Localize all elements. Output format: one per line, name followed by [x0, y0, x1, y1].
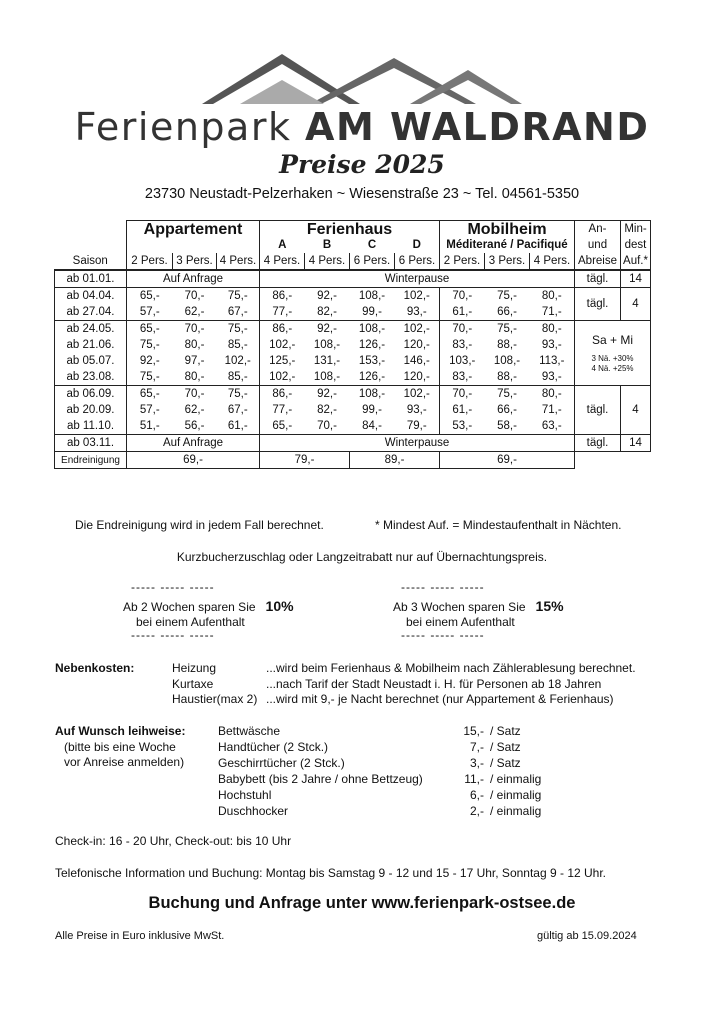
- roof-logo: [200, 50, 524, 106]
- table-row: [55, 418, 651, 435]
- price-cell: 102,-: [260, 369, 305, 386]
- winterpause: Winterpause: [260, 435, 575, 452]
- col-pers: 2 Pers.: [440, 253, 485, 270]
- price-cell: 80,-: [184, 370, 205, 383]
- rental-item-unit: / einmalig: [490, 772, 542, 786]
- arrival-days: Sa + Mi: [591, 332, 633, 347]
- price-cell: 102,-: [395, 288, 440, 305]
- price-cell: 71,-: [541, 305, 562, 318]
- price-cell: 75,-: [485, 288, 530, 305]
- neben-label: Heizung: [172, 661, 217, 675]
- price-cell: 92,-: [305, 288, 350, 305]
- table-row: [55, 321, 651, 338]
- table-row: [55, 353, 651, 369]
- price-cell: 62,-: [184, 305, 205, 318]
- min-stay-cell: 4: [621, 288, 651, 321]
- col-pers: 4 Pers.: [305, 253, 350, 270]
- discount-3w-sub: bei einem Aufenthalt: [406, 615, 515, 629]
- rental-item-unit: / Satz: [490, 724, 521, 738]
- checkin-info: Check-in: 16 - 20 Uhr, Check-out: bis 10 Uhr: [55, 834, 292, 848]
- price-cell: 102,-: [395, 386, 440, 403]
- price-cell: 70,-: [173, 386, 217, 403]
- neben-text: ...nach Tarif der Stadt Neustadt i. H. für Personen ab 18 Jahren: [266, 677, 602, 691]
- short-stay-surcharge: 4 Nä. +25%: [591, 363, 634, 373]
- rental-item-name: Geschirrtücher (2 Stck.): [218, 756, 345, 770]
- price-cell: 80,-: [530, 321, 575, 338]
- price-cell: 75,-: [217, 321, 260, 338]
- price-cell: 58,-: [497, 419, 517, 432]
- header-min: Min-: [621, 221, 651, 238]
- price-cell: 108,-: [493, 354, 521, 367]
- price-cell: 53,-: [440, 418, 485, 435]
- price-cell: 82,-: [317, 403, 337, 416]
- table-row: [55, 304, 651, 321]
- table-row: [55, 402, 651, 418]
- leihweise-title: Auf Wunsch leihweise:: [55, 724, 186, 738]
- price-cell: 70,-: [173, 288, 217, 305]
- price-cell: 71,-: [541, 403, 562, 416]
- col-pers: 6 Pers.: [350, 253, 395, 270]
- season-cell: ab 05.07.: [55, 353, 127, 369]
- col-pers: 6 Pers.: [395, 253, 440, 270]
- rental-item-price: 15,-: [463, 724, 484, 738]
- price-cell: 75,-: [485, 321, 530, 338]
- booking-link: Buchung und Anfrage unter www.ferienpark-ostsee.de: [148, 894, 576, 912]
- neben-text: ...wird mit 9,- je Nacht berechnet (nur Appartement & Ferienhaus): [266, 692, 614, 706]
- endreinigung-value: 69,-: [127, 452, 260, 469]
- telefon-info: Telefonische Information und Buchung: Montag bis Samstag 9 - 12 und 15 - 17 Uhr, Sonntag 9 - 12 Uhr.: [55, 866, 607, 880]
- arrival-cell: tägl.: [575, 288, 621, 321]
- house-b: B: [322, 238, 332, 251]
- price-cell: 146,-: [403, 354, 430, 367]
- price-cell: 85,-: [227, 338, 248, 351]
- price-cell: 83,-: [440, 337, 485, 353]
- price-cell: 65,-: [260, 418, 305, 435]
- endreinigung-note: Die Endreinigung wird in jedem Fall berechnet.: [75, 518, 324, 532]
- leihweise-hint: (bitte bis eine Woche: [64, 740, 176, 754]
- price-cell: 93,-: [541, 338, 562, 351]
- short-stay-surcharge: 3 Nä. +30%: [591, 353, 634, 363]
- arrival-rule-cell: [575, 321, 651, 386]
- dash-line: ----- ----- -----: [401, 628, 485, 642]
- price-cell: 75,-: [217, 288, 260, 305]
- rental-item-price: 2,-: [469, 804, 484, 818]
- rental-item-name: Handtücher (2 Stck.): [218, 740, 329, 754]
- price-cell: 99,-: [362, 305, 382, 318]
- price-cell: 131,-: [313, 354, 341, 367]
- winterpause: Winterpause: [260, 270, 575, 288]
- price-cell: 126,-: [358, 370, 386, 383]
- rental-item-price: 6,-: [469, 788, 484, 802]
- rental-item-unit: / einmalig: [490, 788, 542, 802]
- col-pers: 4 Pers.: [260, 253, 305, 270]
- valid-date: gültig ab 15.09.2024: [537, 930, 637, 942]
- price-cell: 108,-: [313, 370, 341, 383]
- discount-2w: Ab 2 Wochen sparen Sie 10%: [123, 598, 294, 614]
- neben-label: Kurtaxe: [172, 677, 214, 691]
- min-stay-cell: 4: [621, 386, 651, 435]
- price-cell: 66,-: [497, 403, 517, 416]
- price-cell: 97,-: [184, 354, 205, 367]
- season-cell: ab 27.04.: [55, 304, 127, 321]
- rental-item-unit: / Satz: [490, 756, 521, 770]
- table-row: [55, 288, 651, 305]
- discount-2w-sub: bei einem Aufenthalt: [136, 615, 245, 629]
- price-cell: 93,-: [406, 403, 427, 416]
- season-cell: ab 23.08.: [55, 369, 127, 386]
- season-cell: ab 24.05.: [55, 321, 127, 338]
- col-pers: 4 Pers.: [530, 253, 575, 270]
- rental-item-unit: / Satz: [490, 740, 521, 754]
- discount-3w-pct: 15%: [535, 598, 564, 614]
- nebenkosten-title: Nebenkosten:: [55, 661, 135, 675]
- price-cell: 75,-: [127, 337, 173, 353]
- neben-text: ...wird beim Ferienhaus & Mobilheim nach Zählerablesung berechnet.: [266, 661, 636, 675]
- price-cell: 57,-: [127, 402, 173, 418]
- price-cell: 92,-: [127, 353, 173, 369]
- rental-item-price: 7,-: [469, 740, 484, 754]
- arrival-cell: tägl.: [575, 270, 621, 288]
- season-cell: ab 21.06.: [55, 337, 127, 353]
- price-cell: 153,-: [358, 354, 386, 367]
- brand-title: Ferienpark AM WALDRAND: [74, 105, 650, 149]
- price-cell: 80,-: [184, 338, 205, 351]
- prices-note: Alle Preise in Euro inklusive MwSt.: [55, 930, 225, 942]
- house-a: A: [260, 237, 305, 253]
- price-cell: 51,-: [127, 418, 173, 435]
- rental-item-price: 3,-: [469, 756, 484, 770]
- price-cell: 70,-: [440, 321, 485, 338]
- price-cell: 61,-: [227, 419, 248, 432]
- price-cell: 103,-: [440, 353, 485, 369]
- price-cell: 75,-: [217, 386, 260, 403]
- discount-2w-pct: 10%: [265, 598, 294, 614]
- price-cell: 82,-: [317, 305, 337, 318]
- min-stay-cell: 14: [621, 435, 651, 452]
- endreinigung-row: [55, 452, 651, 469]
- price-cell: 108,-: [350, 321, 395, 338]
- price-cell: 84,-: [362, 419, 382, 432]
- auf-anfrage: Auf Anfrage: [127, 270, 260, 288]
- price-cell: 70,-: [440, 288, 485, 305]
- min-stay-cell: 14: [621, 270, 651, 288]
- price-cell: 70,-: [173, 321, 217, 338]
- rental-item-name: Hochstuhl: [218, 788, 272, 802]
- col-pers: 4 Pers.: [217, 253, 260, 270]
- mindest-note: * Mindest Auf. = Mindestaufenthalt in Nächten.: [375, 518, 622, 532]
- price-cell: 126,-: [358, 338, 386, 351]
- arrival-cell: tägl.: [575, 435, 621, 452]
- price-cell: 83,-: [440, 369, 485, 386]
- price-cell: 77,-: [260, 402, 305, 418]
- price-cell: 70,-: [440, 386, 485, 403]
- col-pers: 2 Pers.: [127, 253, 173, 270]
- price-cell: 86,-: [260, 288, 305, 305]
- dash-line: ----- ----- -----: [131, 580, 215, 594]
- table-row: [55, 270, 651, 288]
- neben-label: Haustier(max 2): [172, 692, 258, 706]
- price-cell: 92,-: [305, 321, 350, 338]
- price-cell: 113,-: [539, 354, 565, 367]
- endreinigung-value: 89,-: [350, 452, 440, 469]
- price-cell: 62,-: [184, 403, 205, 416]
- header-an-2: und: [575, 237, 621, 253]
- price-cell: 79,-: [406, 419, 427, 432]
- price-cell: 88,-: [497, 370, 517, 383]
- price-cell: 93,-: [541, 370, 562, 383]
- group-ferienhaus: Ferienhaus: [260, 221, 440, 238]
- group-appartement: Appartement: [127, 221, 260, 238]
- dash-line: ----- ----- -----: [401, 580, 485, 594]
- address-line: 23730 Neustadt-Pelzerhaken ~ Wiesenstraße 23 ~ Tel. 04561-5350: [144, 186, 580, 202]
- price-table: [54, 220, 651, 469]
- table-row: [55, 386, 651, 403]
- header-an: An-: [575, 221, 621, 238]
- price-cell: 80,-: [530, 386, 575, 403]
- price-cell: 85,-: [227, 370, 248, 383]
- rental-item-price: 11,-: [464, 772, 484, 786]
- price-cell: 88,-: [497, 338, 517, 351]
- group-mobilheim: Mobilheim: [440, 221, 575, 238]
- auf-anfrage: Auf Anfrage: [127, 435, 260, 452]
- table-row: [55, 369, 651, 386]
- rental-item-name: Babybett (bis 2 Jahre / ohne Bettzeug): [218, 772, 423, 786]
- season-cell: ab 20.09.: [55, 402, 127, 418]
- season-cell: ab 11.10.: [55, 418, 127, 435]
- price-cell: 75,-: [127, 369, 173, 386]
- price-cell: 67,-: [227, 305, 248, 318]
- endreinigung-value: 79,-: [260, 452, 350, 469]
- header-min-3: Auf.*: [621, 253, 651, 270]
- rental-item-name: Duschhocker: [218, 804, 289, 818]
- price-cell: 108,-: [313, 338, 341, 351]
- mobil-subtitle: Méditerané / Pacifiqué: [440, 237, 575, 253]
- header-min-2: dest: [621, 237, 651, 253]
- price-cell: 61,-: [440, 402, 485, 418]
- endreinigung-value: 69,-: [440, 452, 575, 469]
- col-pers: 3 Pers.: [485, 253, 530, 270]
- price-cell: 99,-: [362, 403, 382, 416]
- page-subtitle: Preise 2025: [279, 150, 445, 179]
- zuschlag-note: Kurzbucherzuschlag oder Langzeitrabatt nur auf Übernachtungspreis.: [176, 550, 548, 564]
- house-c: C: [367, 238, 377, 251]
- price-cell: 86,-: [260, 321, 305, 338]
- price-cell: 57,-: [127, 304, 173, 321]
- price-cell: 66,-: [497, 305, 517, 318]
- season-cell: ab 03.11.: [55, 435, 127, 452]
- price-cell: 56,-: [184, 419, 205, 432]
- price-cell: 63,-: [541, 419, 562, 432]
- season-cell: ab 06.09.: [55, 386, 127, 403]
- price-cell: 120,-: [403, 370, 430, 383]
- price-cell: 65,-: [127, 386, 173, 403]
- price-cell: 108,-: [350, 288, 395, 305]
- price-cell: 75,-: [485, 386, 530, 403]
- price-cell: 108,-: [350, 386, 395, 403]
- price-cell: 102,-: [224, 354, 251, 367]
- price-cell: 70,-: [317, 419, 337, 432]
- header-saison: Saison: [72, 254, 108, 267]
- price-cell: 77,-: [260, 304, 305, 321]
- table-row: [55, 435, 651, 452]
- header-an-3: Abreise: [575, 253, 621, 270]
- price-cell: 61,-: [440, 304, 485, 321]
- price-cell: 102,-: [260, 337, 305, 353]
- arrival-cell: tägl.: [575, 386, 621, 435]
- leihweise-hint: vor Anreise anmelden): [64, 755, 185, 769]
- price-cell: 125,-: [260, 353, 305, 369]
- rental-item-name: Bettwäsche: [218, 724, 281, 738]
- price-cell: 80,-: [530, 288, 575, 305]
- col-pers: 3 Pers.: [173, 253, 217, 270]
- discount-3w: Ab 3 Wochen sparen Sie 15%: [393, 598, 564, 614]
- price-cell: 120,-: [403, 338, 430, 351]
- price-cell: 102,-: [395, 321, 440, 338]
- price-cell: 67,-: [227, 403, 248, 416]
- price-cell: 92,-: [305, 386, 350, 403]
- endreinigung-label: Endreinigung: [55, 452, 127, 469]
- house-d: D: [412, 238, 421, 251]
- table-row: [55, 337, 651, 353]
- season-cell: ab 01.01.: [55, 270, 127, 288]
- rental-item-unit: / einmalig: [490, 804, 542, 818]
- price-cell: 65,-: [127, 288, 173, 305]
- dash-line: ----- ----- -----: [131, 628, 215, 642]
- price-cell: 93,-: [406, 305, 427, 318]
- season-cell: ab 04.04.: [55, 288, 127, 305]
- price-cell: 65,-: [127, 321, 173, 338]
- price-cell: 86,-: [260, 386, 305, 403]
